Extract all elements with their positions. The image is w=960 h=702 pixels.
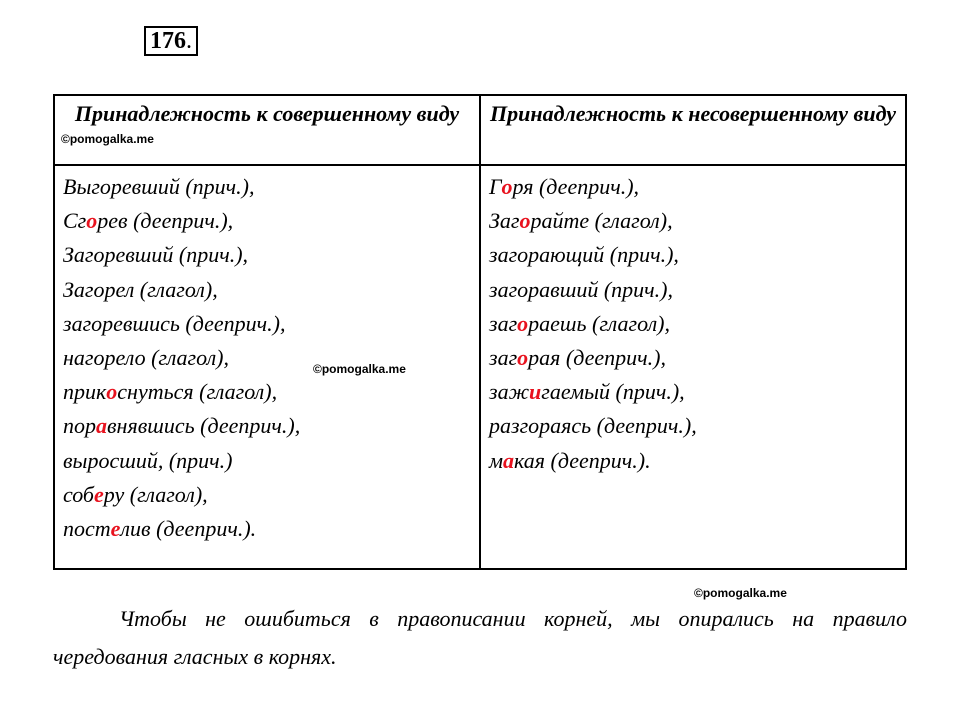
item-text-pre: выросший, (прич.) [63, 447, 233, 473]
item-text-pre: Г [489, 174, 502, 199]
highlighted-vowel: а [96, 413, 107, 439]
list-item [489, 341, 905, 375]
table-header-row [54, 95, 906, 165]
highlighted-vowel: е [94, 481, 104, 507]
item-text-post: рев (дееприч.), [97, 208, 234, 234]
task-number [144, 26, 198, 56]
item-text-pre: Заг [489, 208, 520, 234]
table-body-row [54, 165, 906, 569]
item-text-post: раешь (глагол), [528, 310, 670, 336]
highlighted-vowel: и [529, 379, 542, 405]
list-item [489, 204, 905, 238]
header-imperfective-text: Принадлежность к несовершенному виду [490, 101, 896, 126]
list-item [63, 409, 479, 443]
item-text-pre: Загоревший (прич.), [63, 242, 249, 268]
list-item [489, 375, 905, 409]
item-text-pre: Выгоревший (прич.), [63, 174, 255, 199]
item-text-pre: загоревшись (дееприч.), [63, 310, 286, 336]
header-perfective-text: Принадлежность к совершенному виду [74, 101, 460, 126]
task-number-value: 176 [150, 28, 186, 54]
list-item [489, 273, 905, 307]
list-item [489, 409, 905, 443]
highlighted-vowel: о [501, 174, 513, 199]
item-text-pre: нагорело (глагол), [63, 345, 230, 371]
item-text-pre: Сг [63, 208, 87, 234]
highlighted-vowel: е [110, 516, 121, 542]
item-text-post: райте (глагол), [530, 208, 673, 234]
list-item [489, 307, 905, 341]
item-text-post: лив (дееприч.). [120, 516, 257, 542]
item-text-post: внявшись (дееприч.), [107, 413, 301, 439]
list-item [63, 375, 479, 409]
footer-text: Чтобы не ошибиться в правописании корней, мы опирались на правило чередования гласных в корнях. [53, 606, 907, 669]
item-text-post: снуться (глагол), [117, 379, 278, 405]
list-item [489, 170, 905, 204]
highlighted-vowel: о [517, 345, 529, 371]
list-item [489, 238, 905, 272]
watermark-header: ©pomogalka.me [61, 132, 154, 146]
imperfective-list [480, 165, 906, 569]
item-text-pre: заг [489, 310, 518, 336]
highlighted-vowel: о [519, 208, 531, 234]
item-text-pre: прик [63, 379, 107, 405]
list-item [63, 478, 479, 512]
list-item [63, 307, 479, 341]
list-item [63, 273, 479, 307]
item-text-pre: пост [63, 516, 111, 542]
item-text-pre: загоравший (прич.), [489, 276, 673, 302]
perfective-list [54, 165, 480, 569]
verb-aspect-table [53, 94, 907, 570]
watermark-middle: ©pomogalka.me [313, 362, 406, 376]
item-text-post: ря (дееприч.), [512, 174, 640, 199]
list-item [63, 512, 479, 546]
list-item [63, 204, 479, 238]
item-text-post: рая (дееприч.), [528, 345, 666, 371]
item-text-post: кая (дееприч.). [514, 447, 651, 473]
item-text-pre: м [489, 447, 504, 473]
highlighted-vowel: о [106, 379, 118, 405]
watermark-bottom: ©pomogalka.me [694, 586, 787, 600]
list-item [63, 341, 479, 375]
item-text-pre: заж [489, 379, 530, 405]
item-text-post: гаемый (прич.), [541, 379, 685, 405]
item-text-pre: разгораясь (дееприч.), [489, 413, 697, 439]
item-text-pre: пор [63, 413, 96, 439]
footer-paragraph [53, 600, 907, 676]
header-perfective [54, 95, 480, 165]
list-item [63, 170, 479, 204]
list-item [489, 444, 905, 478]
header-imperfective [480, 95, 906, 165]
item-text-pre: заг [489, 345, 518, 371]
highlighted-vowel: о [86, 208, 98, 234]
highlighted-vowel: а [503, 447, 515, 473]
item-text-post: ру (глагол), [103, 481, 208, 507]
task-number-dot: . [186, 28, 192, 54]
list-item [63, 238, 479, 272]
list-item [63, 444, 479, 478]
item-text-pre: загорающий (прич.), [489, 242, 679, 268]
highlighted-vowel: о [517, 310, 529, 336]
item-text-pre: соб [63, 481, 94, 507]
item-text-pre: Загорел (глагол), [63, 276, 218, 302]
